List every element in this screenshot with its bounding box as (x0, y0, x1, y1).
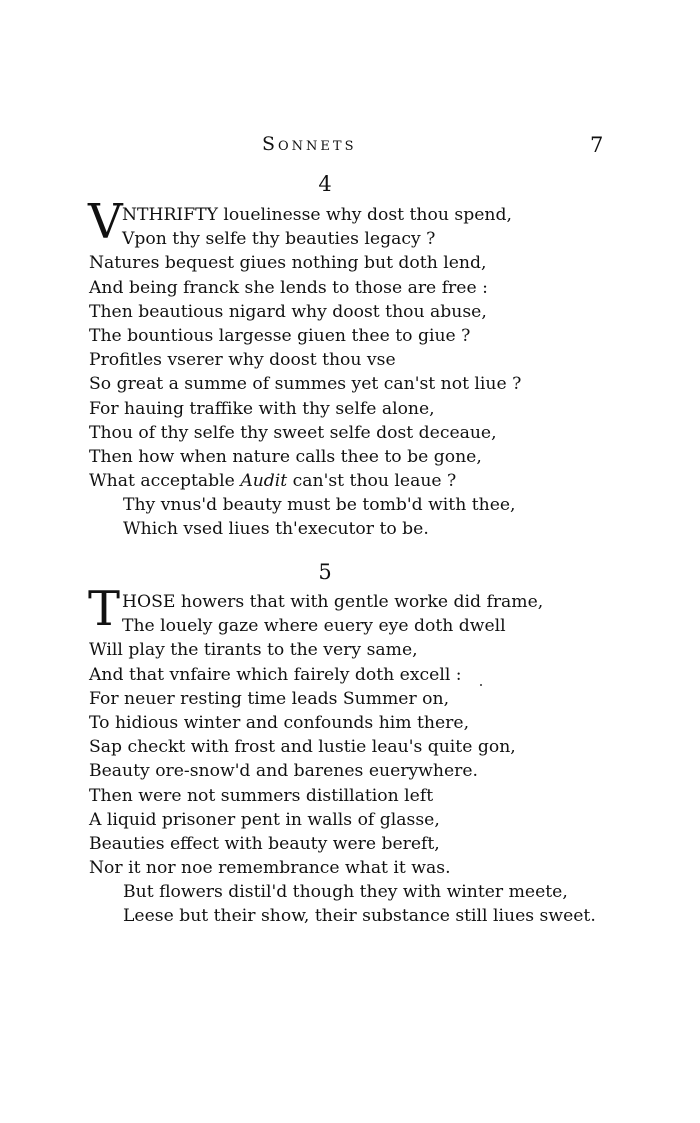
sonnet-line: For neuer resting time leads Summer on, (89, 688, 450, 709)
first-word: HOSE (122, 592, 176, 612)
line-text: can'st thou leaue ? (287, 471, 457, 492)
page-header (0, 133, 700, 157)
running-title: Sonnets (262, 133, 357, 155)
sonnet-number: 4 (318, 172, 332, 196)
first-word: NTHRIFTY (122, 205, 218, 225)
sonnet-line: To hidious winter and confounds him there, (89, 712, 470, 733)
sonnet-line: Then how when nature calls thee to be gone, (89, 446, 482, 467)
sonnet-line: Nor it nor noe remembrance what it was. (89, 858, 451, 879)
sonnet-line: So great a summe of summes yet can'st not liue ? (89, 374, 522, 395)
sonnet-line: Beauty ore-snow'd and barenes euerywhere. (89, 761, 478, 782)
drop-cap: V (88, 194, 123, 250)
sonnet-line: Then beautious nigard why doost thou abuse, (89, 301, 487, 322)
sonnet-line: Vpon thy selfe thy beauties legacy ? (122, 229, 436, 250)
couplet-line: But flowers distil'd though they with winter meete, (123, 882, 568, 903)
sonnet-line: A liquid prisoner pent in walls of glasse, (89, 809, 440, 830)
sonnet-line: The louely gaze where euery eye doth dwell (122, 616, 506, 637)
sonnet-line: Natures bequest giues nothing but doth lend, (89, 253, 487, 274)
sonnet-line: And that vnfaire which fairely doth excell : (89, 664, 462, 685)
sonnet-line: Will play the tirants to the very same, (89, 640, 418, 661)
sonnet-line (89, 469, 649, 493)
sonnet-5 (88, 581, 649, 929)
sonnet-line: Then were not summers distillation left (89, 785, 434, 806)
first-line-rest: louelinesse why dost thou spend, (217, 205, 512, 225)
couplet-line: Leese but their show, their substance still liues sweet. (123, 906, 596, 927)
sonnet-line: The bountious largesse giuen thee to giue ? (89, 325, 471, 346)
print-speck (480, 684, 482, 686)
sonnet-line: Beauties effect with beauty were bereft, (89, 833, 440, 854)
sonnet-number: 5 (318, 560, 332, 584)
sonnet-line: For hauing traffike with thy selfe alone, (89, 398, 435, 419)
line-text: What acceptable (89, 471, 241, 492)
sonnet-line: Sap checkt with frost and lustie leau's quite gon, (89, 737, 516, 758)
couplet-line: Which vsed liues th'executor to be. (123, 519, 429, 540)
audit-word: Audit (240, 471, 288, 492)
sonnet-line: Profitles vserer why doost thou vse (89, 350, 396, 371)
first-line-rest: howers that with gentle worke did frame, (175, 592, 544, 612)
couplet-line: Thy vnus'd beauty must be tomb'd with thee, (123, 495, 516, 516)
drop-cap: T (88, 581, 121, 637)
page-number: 7 (590, 133, 604, 157)
sonnet-line: And being franck she lends to those are free : (89, 277, 488, 298)
sonnet-line: Thou of thy selfe thy sweet selfe dost deceaue, (89, 422, 497, 443)
sonnet-4 (88, 194, 649, 542)
